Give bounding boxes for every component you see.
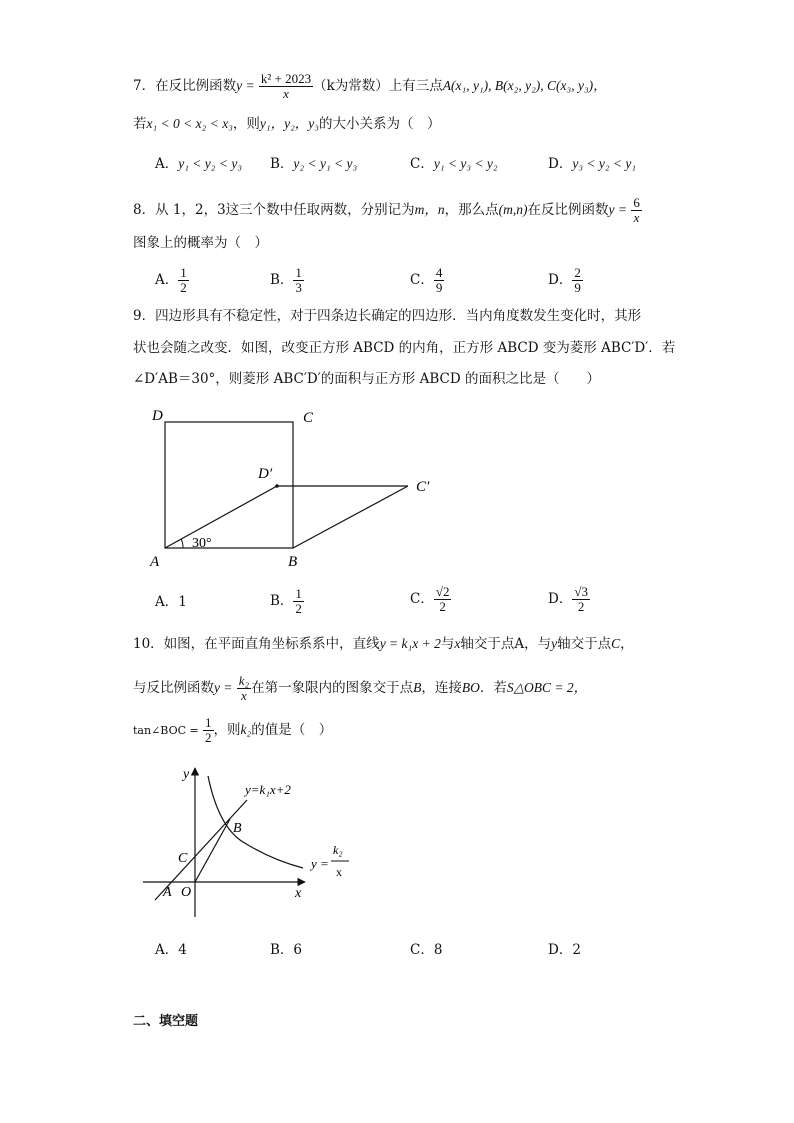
q8-stem-c: 在反比例函数 [527, 202, 609, 218]
q8-line2: 图象上的概率为（ ） [133, 235, 268, 251]
q9-option-d[interactable]: D． $\frac{√3}{2}$ [548, 584, 588, 614]
label-curve-den: x [336, 865, 342, 879]
q7-vars: y₁，y₂，y₃ [259, 116, 319, 131]
label-d-prime: D′ [258, 466, 273, 482]
q10-area: S△OBC = 2， [506, 680, 588, 695]
q10-line1: 10．如图，在平面直角坐标系系中，直线y = k₁x + 2与x轴交于点A，与y轴交于点C， [133, 636, 634, 652]
label-x: x [295, 886, 302, 901]
q10-line2: 与反比例函数y = $\frac{\text{k₂}}{x}$ 在第一象限内的图象交于点B，连接BO．若S△OBC = 2， [133, 673, 588, 703]
q8-stem: 从 1，2，3这三个数中任取两数，分别记为 [155, 202, 415, 218]
q10-line-eq: y = k₁x + 2 [379, 636, 441, 651]
label-curve-y: y = [311, 856, 329, 871]
q8-number: 8． [133, 202, 156, 218]
label-y: y [183, 767, 190, 782]
rhombus-side-ad2 [165, 486, 277, 548]
q7-points: A(x₁, y₁), B(x₂, y₂), C(x₃, y₃)， [442, 78, 607, 93]
q9-line1: 9．四边形具有不稳定性，对于四条边长确定的四边形．当内角度数发生变化时，其形 [133, 308, 642, 324]
q8-option-b[interactable]: B． $\frac{1}{3}$ [270, 265, 302, 295]
label-a: A [150, 554, 160, 570]
label-o: O [181, 885, 192, 900]
q8-option-d[interactable]: D． $\frac{2}{9}$ [548, 265, 581, 295]
square-abcd [165, 422, 293, 548]
q7-const-note: （k为常数）上有三点 [313, 78, 443, 94]
q10-option-d[interactable]: D．2 [548, 942, 581, 958]
q7-option-b[interactable]: B．y₂ < y₁ < y₃ [270, 156, 358, 172]
q9-option-c[interactable]: C． $\frac{√2}{2}$ [410, 584, 450, 614]
label-c: C [178, 851, 188, 866]
q7-line1 [133, 72, 607, 101]
q7-number: 7． [133, 78, 156, 94]
q10-function-fraction: $\frac{\text{k₂}}{x}$ [238, 673, 250, 703]
q7-function-fraction: $\frac{\text{k² + 2023}}{x}$ [260, 71, 312, 101]
q10-option-a[interactable]: A．4 [155, 942, 187, 958]
q7-then: ，则 [232, 116, 260, 132]
section-title-fill-in-blank: 二、填空题 [133, 1014, 199, 1029]
q7-y-eq: y = [236, 78, 255, 93]
angle-arc [181, 539, 183, 548]
label-b: B [233, 821, 242, 836]
q9-figure [140, 400, 440, 575]
q8-option-a[interactable]: A． $\frac{1}{2}$ [155, 265, 187, 295]
rhombus-side-bc2 [293, 486, 408, 548]
q8-option-c[interactable]: C． $\frac{4}{9}$ [410, 265, 443, 295]
q7-stem: 在反比例函数 [155, 78, 237, 94]
q8-function-fraction: $\frac{6}{x}$ [633, 195, 640, 225]
q7-condition: x₁ < 0 < x₂ < x₃ [146, 116, 233, 131]
q8-stem-b: ，那么点 [444, 202, 499, 218]
q10-figure [135, 762, 365, 922]
label-curve-num: k₂ [333, 843, 343, 857]
q7-if: 若 [133, 116, 147, 132]
label-angle: 30° [192, 536, 212, 551]
q8-point: (m,n) [498, 202, 528, 217]
q7-option-d[interactable]: D．y₃ < y₂ < y₁ [548, 156, 637, 172]
label-c-prime: C′ [416, 479, 430, 495]
q9-line3: ∠D′AB＝30°，则菱形 ABC′D′的面积与正方形 ABCD 的面积之比是（ ） [133, 371, 600, 387]
q10-option-b[interactable]: B．6 [270, 942, 303, 958]
label-b: B [288, 554, 298, 570]
label-c: C [303, 410, 314, 426]
q8-line1 [133, 196, 642, 225]
point-d2-dot [275, 484, 279, 488]
q7-option-a[interactable]: A．y₁ < y₂ < y₃ [155, 156, 243, 172]
q7-line2 [133, 114, 440, 134]
q9-option-a[interactable]: A．1 [155, 594, 187, 610]
q8-mn: m，n [414, 202, 445, 217]
q10-tan: tan∠BOC = [133, 724, 199, 737]
q10-number: 10． [133, 636, 164, 652]
label-a: A [163, 885, 172, 900]
q9-line2: 状也会随之改变．如图，改变正方形 ABCD 的内角，正方形 ABCD 变为菱形 ABC′D′．若 [133, 340, 676, 356]
label-line: y=k₁x+2 [245, 782, 291, 797]
q9-number: 9． [133, 308, 156, 324]
q9-option-b[interactable]: B． $\frac{1}{2}$ [270, 586, 302, 616]
q7-option-c[interactable]: C．y₁ < y₃ < y₂ [410, 156, 498, 172]
q10-line3: tan∠BOC = $\frac{1}{2}$ ，则k₂的值是（ ） [133, 715, 333, 745]
label-d: D [152, 408, 163, 424]
q10-option-c[interactable]: C．8 [410, 942, 443, 958]
q8-y-eq: y = [608, 202, 628, 217]
q7-question-tail: 的大小关系为（ ） [318, 116, 441, 132]
